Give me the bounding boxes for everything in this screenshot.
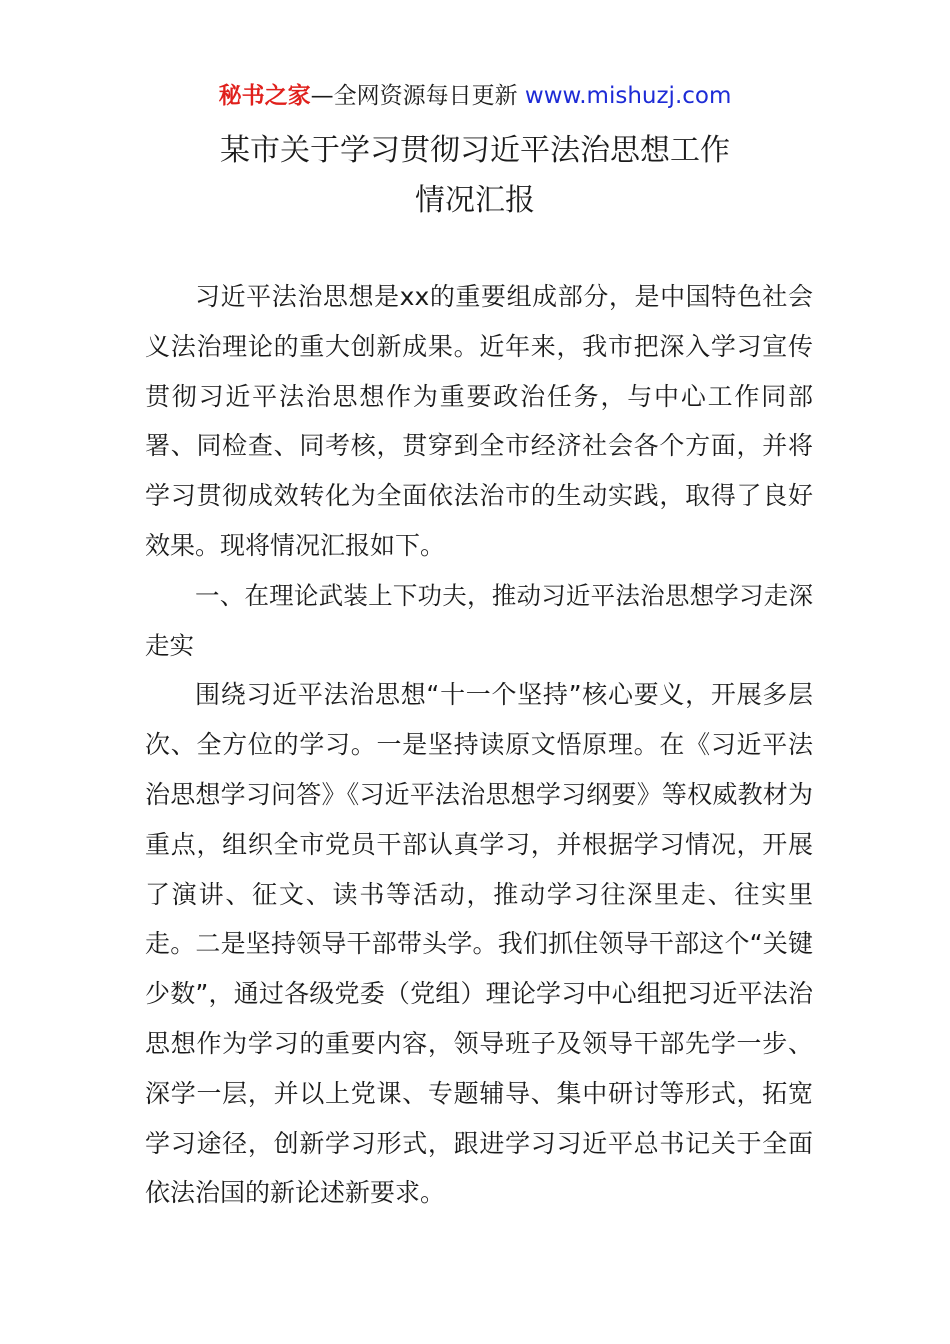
site-url-link[interactable]: www.mishuzj.com (524, 83, 732, 109)
document-body (145, 272, 813, 1218)
section-paragraph: 围绕习近平法治思想“十一个坚持”核心要义，开展多层次、全方位的学习。一是坚持读原文悟原理。在《习近平法治思想学习问答》《习近平法治思想学习纲要》等权威教材为重点，组织全市党员干部认真学习，并根据学习情况，开展了演讲、征文、读书等活动，推动学习往深里走、往实里走。二是坚持领导干部带头学。我们抓住领导干部这个“关键少数”，通过各级党委（党组）理论学习中心组把习近平法治思想作为学习的重要内容，领导班子及领导干部先学一步、深学一层，并以上党课、专题辅导、集中研讨等形式，拓宽学习途径，创新学习形式，跟进学习习近平总书记关于全面依法治国的新论述新要求。 (145, 680, 813, 1208)
intro-paragraph: 习近平法治思想是xx的重要组成部分，是中国特色社会义法治理论的重大创新成果。近年来，我市把深入学习宣传贯彻习近平法治思想作为重要政治任务，与中心工作同部署、同检查、同考核，贯穿到全市经济社会各个方面，并将学习贯彻成效转化为全面依法治市的生动实践，取得了良好效果。现将情况汇报如下。 (145, 282, 813, 560)
title-line-1: 某市关于学习贯彻习近平法治思想工作 (220, 133, 730, 168)
section-heading: 一、在理论武装上下功夫，推动习近平法治思想学习走深走实 (145, 580, 813, 660)
site-brand: 秘书之家 (218, 83, 311, 109)
site-banner (0, 80, 950, 112)
title-line-2: 情况汇报 (415, 183, 535, 218)
banner-tagline: —全网资源每日更新 (310, 83, 525, 109)
document-title (0, 126, 950, 226)
